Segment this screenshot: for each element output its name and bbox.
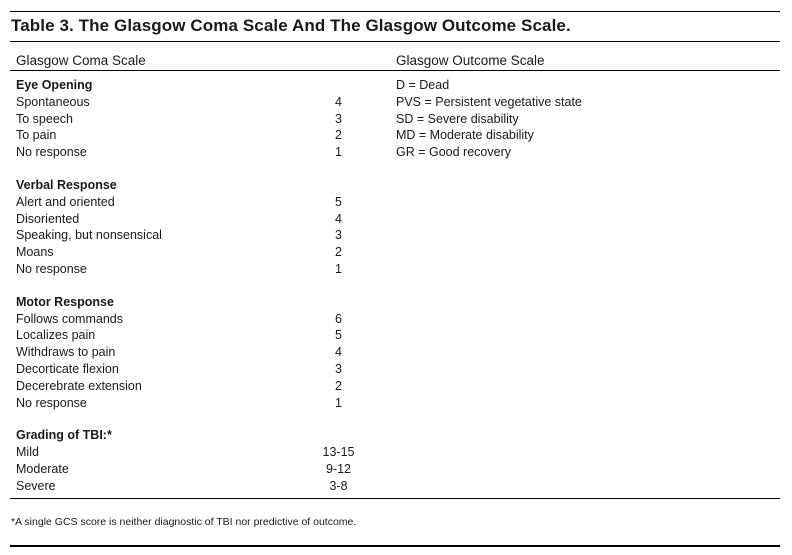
row-score: 5 [335, 328, 342, 343]
row-score: 2 [335, 128, 342, 143]
gos-item-gr: GR = Good recovery [396, 145, 511, 160]
row-score: 2 [335, 378, 342, 393]
table-row [16, 395, 366, 412]
row-score: 3 [335, 361, 342, 376]
table-row [16, 311, 366, 328]
gos-item-dead: D = Dead [396, 78, 450, 92]
table-row [16, 261, 366, 278]
row-score: 13-15 [322, 445, 355, 460]
top-rule [10, 11, 780, 12]
row-score: 1 [335, 395, 342, 410]
row-label: Alert and oriented [16, 194, 115, 209]
section-heading: Eye Opening [16, 78, 93, 92]
row-score: 4 [335, 345, 342, 360]
table-row [16, 378, 366, 395]
row-label: Speaking, but nonsensical [16, 228, 162, 243]
footnote: *A single GCS score is neither diagnostic of TBI nor predictive of outcome. [11, 516, 357, 528]
row-score: 3 [335, 111, 342, 126]
row-score: 1 [335, 145, 342, 160]
gcs-section-motor-response [16, 294, 366, 412]
table-row [16, 111, 366, 128]
footer-rule [10, 498, 780, 499]
table-row [16, 227, 366, 244]
gcs-section-eye-opening [16, 77, 366, 161]
row-score: 4 [335, 94, 342, 109]
row-label: Moderate [16, 461, 69, 476]
header-rule [10, 70, 780, 71]
table-row [16, 444, 366, 461]
table-row [16, 144, 366, 161]
row-score: 2 [335, 245, 342, 260]
table-row [16, 211, 366, 228]
table-row [16, 194, 366, 211]
table-title: Table 3. The Glasgow Coma Scale And The Glasgow Outcome Scale. [11, 16, 571, 35]
table-row [16, 478, 366, 495]
gos-item-md: MD = Moderate disability [396, 128, 534, 143]
bottom-rule [10, 545, 780, 547]
gos-column-header: Glasgow Outcome Scale [396, 53, 545, 68]
table-row [16, 361, 366, 378]
table-row [16, 461, 366, 478]
row-label: Mild [16, 445, 39, 460]
row-label: No response [16, 261, 87, 276]
row-label: To speech [16, 111, 73, 126]
section-heading: Motor Response [16, 294, 114, 309]
table-row [16, 244, 366, 261]
row-label: Withdraws to pain [16, 345, 116, 360]
gcs-section-verbal-response [16, 177, 366, 278]
table-row [16, 94, 366, 111]
row-label: No response [16, 145, 87, 160]
row-score: 5 [335, 194, 342, 209]
gcs-column-header: Glasgow Coma Scale [16, 53, 146, 68]
row-label: Follows commands [16, 311, 123, 326]
row-score: 9-12 [325, 461, 352, 476]
table-row [16, 327, 366, 344]
row-label: Localizes pain [16, 328, 96, 343]
row-label: Decorticate flexion [16, 361, 119, 376]
row-label: No response [16, 395, 87, 410]
gos-item-sd: SD = Severe disability [396, 111, 519, 126]
title-rule [10, 41, 780, 42]
gos-column [396, 77, 582, 161]
row-score: 3 [335, 228, 342, 243]
table-row [16, 127, 366, 144]
row-label: Moans [16, 245, 54, 260]
row-label: Spontaneous [16, 94, 90, 109]
gcs-column [16, 77, 366, 495]
gos-item-pvs: PVS = Persistent vegetative state [396, 94, 582, 109]
section-heading: Grading of TBI:* [16, 428, 112, 443]
section-heading: Verbal Response [16, 177, 117, 192]
row-score: 6 [335, 311, 342, 326]
row-score: 4 [335, 211, 342, 226]
row-label: Decerebrate extension [16, 378, 142, 393]
table-row [16, 344, 366, 361]
row-label: Severe [16, 478, 56, 493]
row-score: 1 [335, 261, 342, 276]
row-score: 3-8 [329, 478, 348, 493]
gcs-section-tbi-grading [16, 427, 366, 494]
row-label: To pain [16, 128, 57, 143]
row-label: Disoriented [16, 211, 80, 226]
